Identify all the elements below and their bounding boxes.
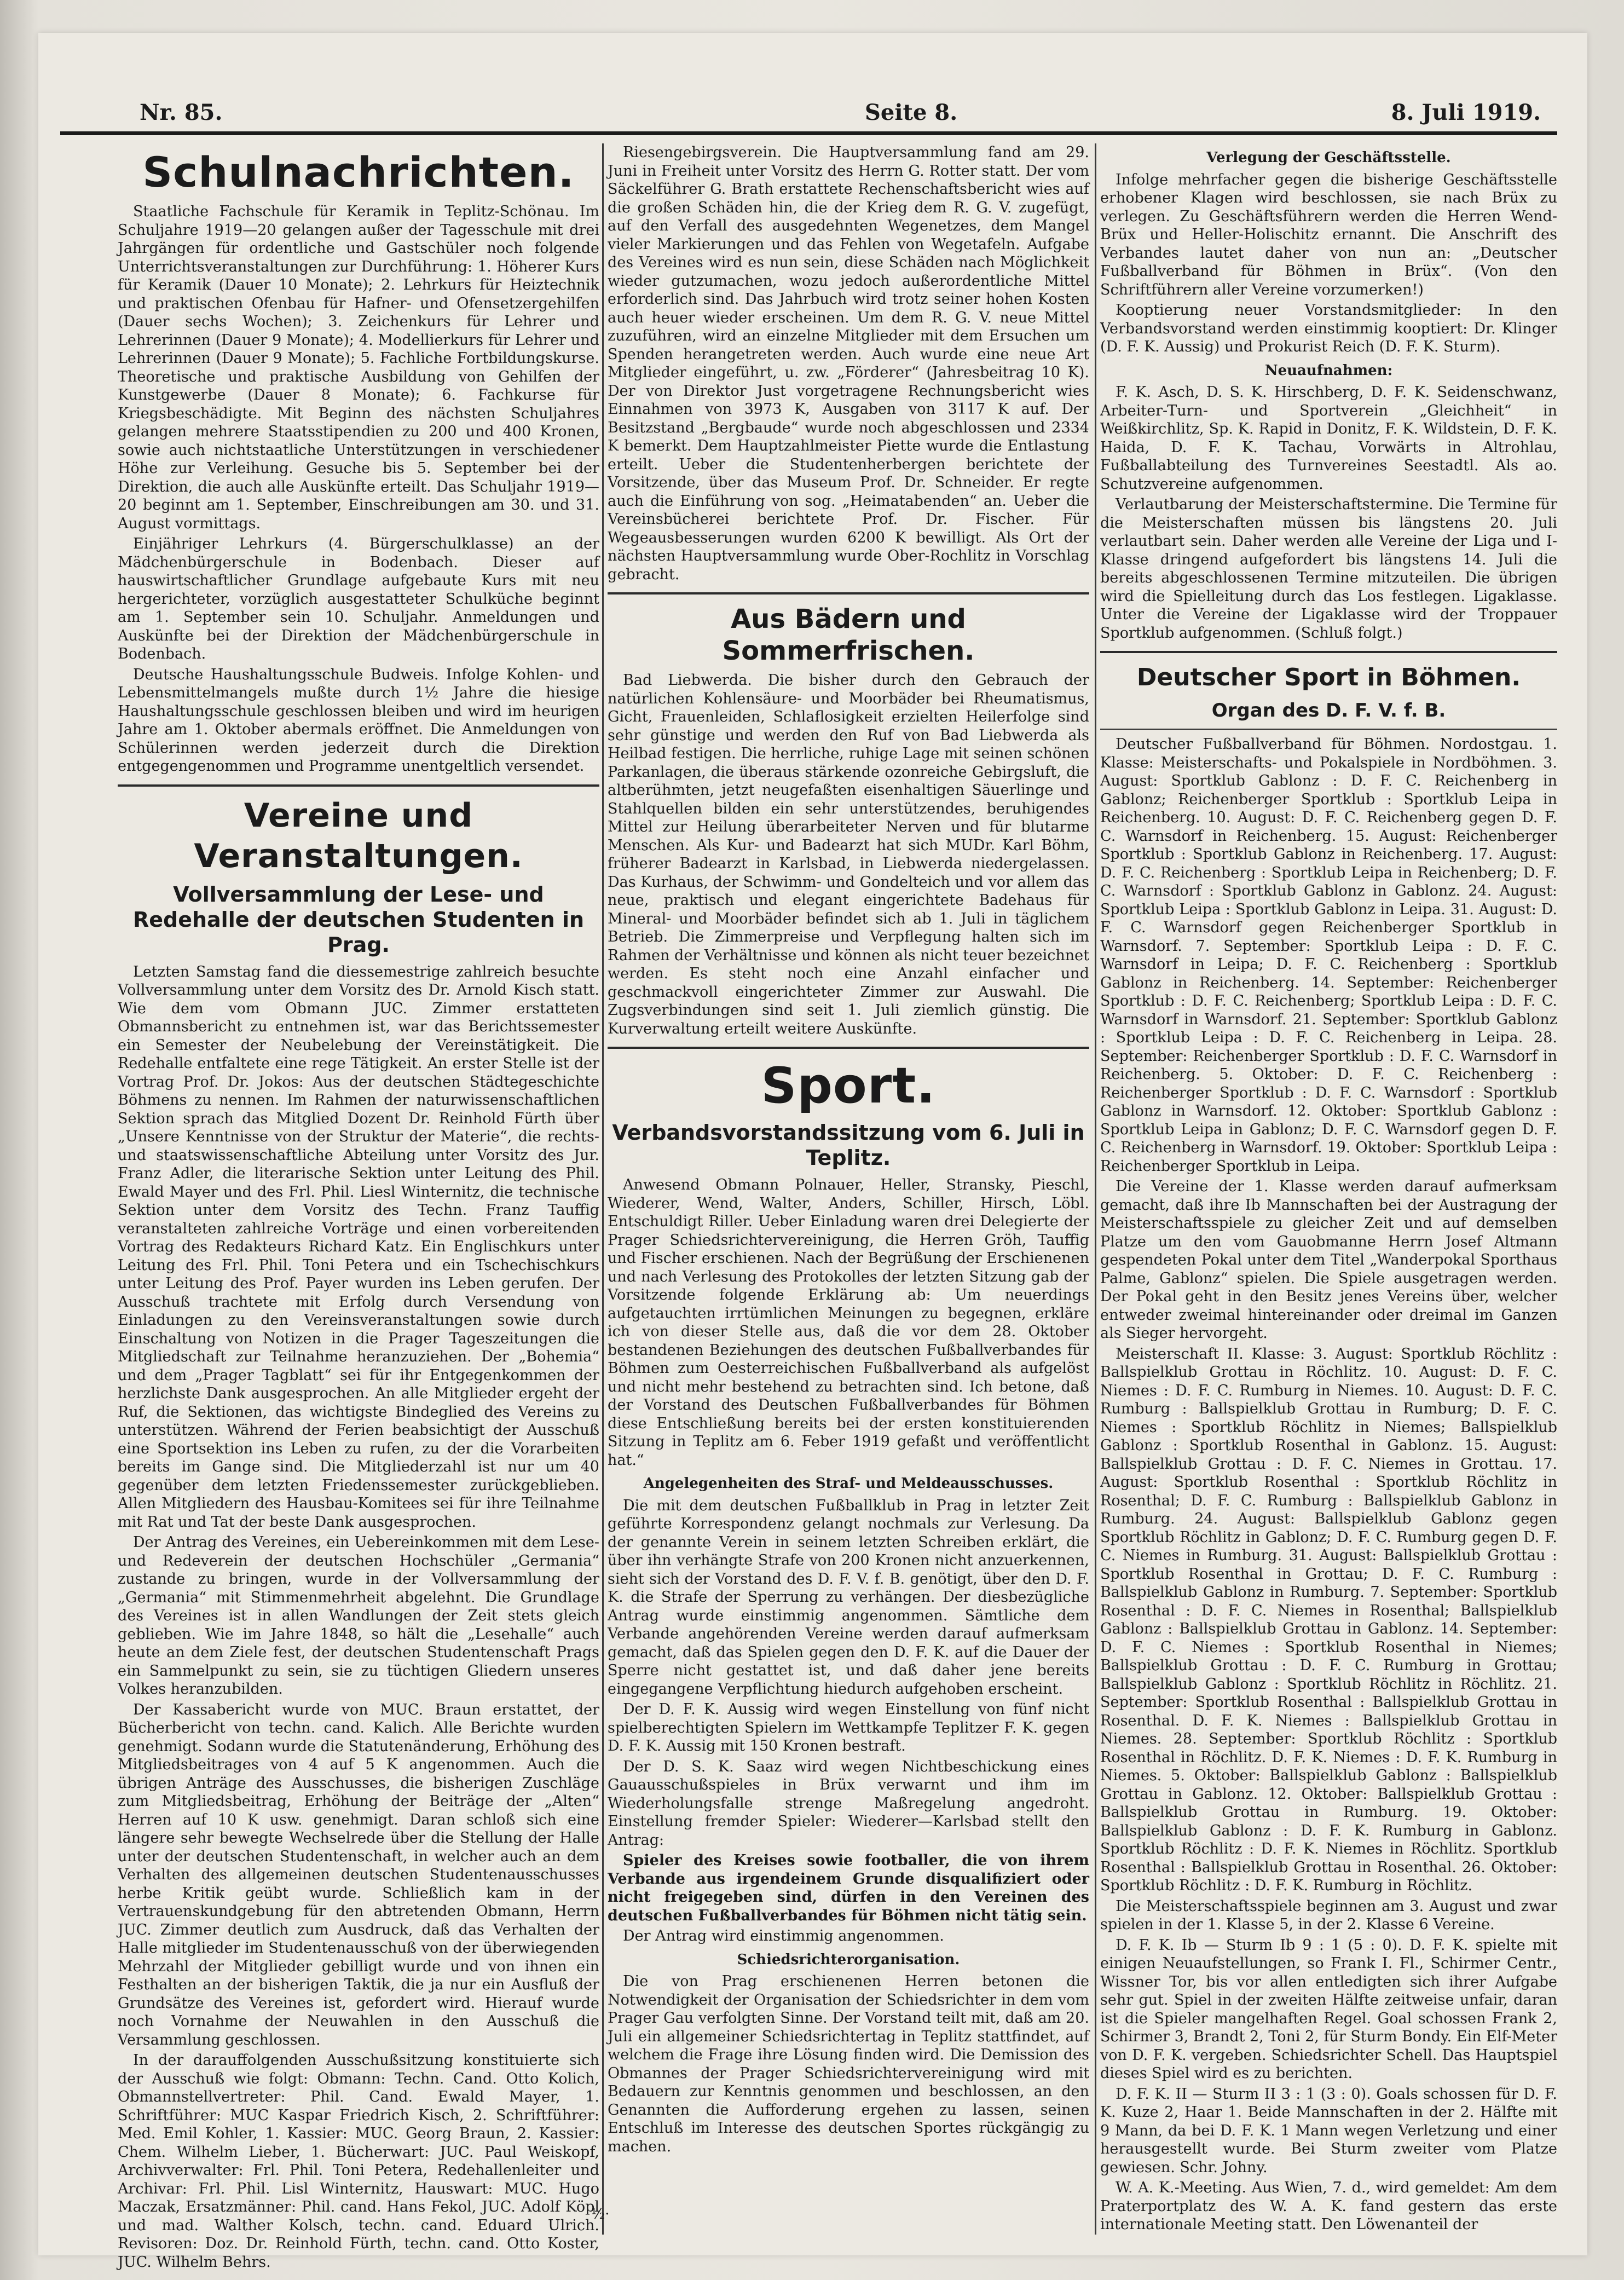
article-paragraph: Infolge mehrfacher gegen die bisherige Geschäftsstelle erhobener Klagen wird beschlossen, sie nach Brüx zu verlegen. Zu Geschäftsführern werden die Herren Wend-Brüx und Heller-Holischitz ernannt. Die Anschrift des Verbandes lautet daher von nun an: „Deutscher Fußballverband für Böhmen in Brüx“. (Von den Schriftführern aller Vereine vorzumerken!) <box>1100 171 1557 298</box>
article-paragraph: Bad Liebwerda. Die bisher durch den Gebrauch der natürlichen Kohlensäure- und Moorbäder bei Rheumatismus, Gicht, Frauenleiden, Schlaflosigkeit erzielten Heilerfolge sind sehr günstige und werden den Ruf von Bad Liebwerda als Heilbad festigen. Die herrliche, ruhige Lage mit seinen schönen Parkanlagen, die überaus stärkende ozonreiche Gebirgsluft, die altberühmten, jetzt neugefaßten eisenhaltigen Säuerlinge und Stahlquellen bilden ein sehr unterstützendes, beruhigendes Mittel zur Heilung überarbeiteter Nerven und für blutarme Menschen. Als Kur- und Badearzt hat sich MUDr. Karl Böhm, früherer Badearzt in Karlsbad, in Liebwerda niedergelassen. Das Kurhaus, der Schwimm- und Gondelteich und vor allem das neue, praktisch und elegant eingerichtete Badehaus für Mineral- und Moorbäder befindet sich ab 1. Juli in täglichem Betrieb. Die Zimmerpreise und Verpflegung halten sich im Rahmen der Verhältnisse und können als nicht teuer bezeichnet werden. Es steht noch eine Anzahl einfacher und geschmackvoll eingerichteter Zimmer zur Auswahl. Die Zugsverbindungen sind seit 1. Juli ziemlich günstig. Die Kurverwaltung erteilt weitere Auskünfte. <box>608 672 1089 1037</box>
subsection-heading: Schiedsrichterorganisation. <box>737 1951 960 1968</box>
article-paragraph: Der Kassabericht wurde von MUC. Braun erstattet, der Bücherbericht von techn. cand. Kalich. Alle Berichte wurden genehmigt. Sodann wurde die Statutenänderung, Erhöhung des Mitgliedsbeitrages von 4 auf 5 K angenommen. Auch die übrigen Anträge des Ausschusses, die bisherigen Zuschläge zum Mitgliedsbeitrag, Erhöhung der Beiträge der „Alten“ Herren auf 10 K usw. genehmigt. Daran schloß sich eine längere sehr bewegte Wechselrede über die Stellung der Halle unter der deutschen Studentenschaft, in welcher auch an dem Verhalten des allgemeinen deutschen Studentenausschusses herbe Kritik geübt wurde. Schließlich kam in der Vertrauenskundgebung für den abtretenden Obmann, Herrn JUC. Zimmer deutlich zum Ausdruck, daß das Verhalten der Halle mitglieder im Studentenausschuß von der überwiegenden Mehrzahl der Mitglieder gebilligt wurde und von ihnen ein Festhalten an der bisherigen Taktik, die ja nur ein Ausfluß der Grundsätze des Vereines ist, gefordert wird. Hierauf wurde noch Vornahme der Neuwahlen in den Ausschuß die Versammlung geschlossen. <box>118 1701 599 2048</box>
article-paragraph: Die Vereine der 1. Klasse werden darauf aufmerksam gemacht, daß ihre Ib Mannschaften bei der Austragung der Meisterschaftsspiele zu gleicher Zeit und auf demselben Platze um den vom Gauobmanne Herrn Josef Altmann gespendeten Pokal unter dem Titel „Wanderpokal Sporthaus Palme, Gablonz“ spielen. Die Spiele ausgetragen werden. Der Pokal geht in den Besitz jenes Vereins über, welcher entweder zweimal hintereinander oder dreimal im Ganzen als Sieger hervorgeht. <box>1100 1178 1557 1342</box>
article-paragraph: Der Antrag wird einstimmig angenommen. <box>623 1927 944 1944</box>
page-number: Seite 8. <box>865 100 958 125</box>
article-paragraph: Einjähriger Lehrkurs (4. Bürgerschulklasse) an der Mädchenbürgerschule in Bodenbach. Dieser auf hauswirtschaftlicher Grundlage aufgebaute Kurs mit neu hergerichteter, vorzüglich ausgestatteter Schulküche beginnt am 1. September sein 10. Schuljahr. Anmeldungen und Auskünfte bei der Direktion der Mädchenbürgerschule in Bodenbach. <box>118 535 599 662</box>
article-heading: Verbandsvorstandssitzung vom 6. Juli in Teplitz. <box>612 1121 1085 1170</box>
article-paragraph: Deutsche Haushaltungsschule Budweis. Infolge Kohlen- und Lebensmittelmangels mußte durch 1½ Jahre die hiesige Haushaltungsschule geschlossen bleiben und wird im heurigen Jahre am 1. Oktober abermals eröffnet. Die Anmeldungen von Schülerinnen werden jederzeit durch die Direktion entgegengenommen und Programme unentgeltlich versendet. <box>118 666 599 775</box>
section-heading: Vereine und Veranstaltungen. <box>194 796 523 875</box>
article-paragraph: Meisterschaft II. Klasse: 3. August: Sportklub Röchlitz : Ballspielklub Grottau in Röchlitz. 10. August: D. F. C. Niemes : D. F. C. Rumburg in Niemes. 10. August: D. F. C. Rumburg : Ballspielklub Grottau in Rumburg; D. F. C. Niemes : Sportklub Röchlitz in Niemes; Ballspielklub Gablonz : Sportklub Rosenthal in Gablonz. 15. August: Ballspielklub Grottau : D. F. C. Niemes in Grottau. 17. August: Sportklub Rosenthal : Sportklub Röchlitz in Rosenthal; D. F. C. Rumburg : Ballspielklub Gablonz in Rumburg. 24. August: Ballspielklub Gablonz gegen Sportklub Röchlitz in Gablonz; D. F. C. Rumburg gegen D. F. C. Niemes in Rumburg. 31. August: Ballspielklub Grottau : Sportklub Rosenthal in Grottau; D. F. C. Rumburg : Ballspielklub Gablonz in Rumburg. 7. September: Sportklub Rosenthal : D. F. C. Niemes in Rosenthal; Ballspielklub Gablonz : Ballspielklub Grottau in Gablonz. 14. September: D. F. C. Niemes : Sportklub Rosenthal in Niemes; Ballspielklub Grottau : D. F. C. Rumburg in Grottau; Ballspielklub Gablonz : Sportklub Röchlitz in Röchlitz. 21. September: Sportklub Rosenthal : Ballspielklub Grottau in Rosenthal. D. F. K. Niemes : Ballspielklub Grottau in Niemes. 28. September: Sportklub Röchlitz : Sportklub Rosenthal in Röchlitz. D. F. K. Niemes : D. F. K. Rumburg in Niemes. 5. Oktober: Ballspielklub Gablonz : Ballspielklub Grottau in Gablonz. 12. Oktober: Ballspielklub Grottau : Ballspielklub Grottau in Rumburg. 19. Oktober: Ballspielklub Gablonz : D. F. K. Rumburg in Gablonz. Sportklub Röchlitz : D. F. K. Niemes in Röchlitz. Sportklub Rosenthal : Ballspielklub Grottau in Rosenthal. 26. Oktober: Sportklub Röchlitz : D. F. K. Rumburg in Röchlitz. <box>1100 1345 1557 1894</box>
article-paragraph: Anwesend Obmann Polnauer, Heller, Stransky, Pieschl, Wiederer, Wend, Walter, Anders, Schiller, Hirsch, Löbl. Entschuldigt Riller. Ueber Einladung waren drei Delegierte der Prager Schiedsrichtervereinigung, die Herren Gröh, Tauffig und Fischer erschienen. Nach der Begrüßung der Erschienenen und nach Verlesung des Protokolles der letzten Sitzung gab der Vorsitzende folgende Erklärung ab: Um neuerdings aufgetauchten irrtümlichen Meinungen zu begegnen, erkläre ich von dieser Stelle aus, daß die vor dem 28. Oktober bestandenen Beziehungen des deutschen Fußballverbandes für Böhmen zum Oesterreichischen Fußballverband als aufgelöst und nicht mehr bestehend zu betrachten sind. Ich betone, daß der Vorstand des Deutschen Fußballverbandes für Böhmen diese Entschließung bereits bei der ersten konstituierenden Sitzung in Teplitz am 6. Feber 1919 gefaßt und veröffentlicht hat.“ <box>608 1176 1089 1469</box>
article-paragraph: Verlautbarung der Meisterschaftstermine. Die Termine für die Meisterschaften müssen bis längstens 20. Juli verlautbart sein. Daher werden alle Vereine der Liga und I-Klasse dringend aufgefordert bis längstens 14. Juli die bereits abgeschlossenen Termine mitzuteilen. Die übrigen wird die Spielleitung durch das Los festlegen. Ligaklasse. Unter die Vereine der Ligaklasse wird der Troppauer Sportklub aufgenommen. (Schluß folgt.) <box>1100 496 1557 642</box>
section-heading: Schulnachrichten. <box>142 148 575 197</box>
section-rule <box>1100 729 1557 730</box>
article-paragraph: Spieler des Kreises sowie footballer, die von ihrem Verbande aus irgendeinem Grunde disqualifiziert oder nicht freigegeben sind, dürfen in den Vereinen des deutschen Fußballverbandes für Böhmen nicht tätig sein. <box>608 1852 1089 1924</box>
subsection-heading: Angelegenheiten des Straf- und Meldeausschusses. <box>643 1475 1054 1492</box>
article-heading: Vollversammlung der Lese- und Redehalle der deutschen Studenten in Prag. <box>132 882 585 957</box>
section-heading: Deutscher Sport in Böhmen. <box>1136 663 1521 691</box>
article-paragraph: W. A. K.-Meeting. Aus Wien, 7. d., wird gemeldet: Am dem Praterportplatz des W. A. K. fand gestern das erste internationale Meeting statt. Den Löwenanteil der <box>1100 2179 1557 2233</box>
article-paragraph: Deutscher Fußballverband für Böhmen. Nordostgau. 1. Klasse: Meisterschafts- und Pokalspiele in Nordböhmen. 3. August: Sportklub Gablonz : D. F. C. Reichenberg in Gablonz; Reichenberger Sportklub : Sportklub Leipa in Reichenberg. 10. August: D. F. C. Reichenberg gegen D. F. C. Warnsdorf in Reichenberg. 15. August: Reichenberger Sportklub : Sportklub Gablonz in Reichenberg. 17. August: D. F. C. Reichenberg : Sportklub Leipa in Reichenberg; D. F. C. Warnsdorf : Sportklub Gablonz in Gablonz. 24. August: Sportklub Leipa : Sportklub Gablonz in Leipa. 31. August: D. F. C. Warnsdorf gegen Reichenberger Sportklub in Warnsdorf. 7. September: Sportklub Leipa : D. F. C. Warnsdorf in Leipa; D. F. C. Reichenberg : Sportklub Gablonz in Reichenberg. 14. September: Reichenberger Sportklub : D. F. C. Reichenberg; Sportklub Leipa : D. F. C. Warnsdorf in Warnsdorf. 21. September: Sportklub Gablonz : Sportklub Leipa : D. F. C. Reichenberg in Leipa. 28. September: Reichenberger Sportklub : D. F. C. Warnsdorf in Reichenberg. 5. Oktober: D. F. C. Reichenberg : Reichenberger Sportklub : D. F. C. Warnsdorf : Sportklub Gablonz in Warnsdorf. 12. Oktober: Sportklub Gablonz : Sportklub Leipa in Gablonz; D. F. C. Warnsdorf gegen D. F. C. Reichenberg in Warnsdorf. 19. Oktober: Sportklub Leipa : Reichenberger Sportklub in Leipa. <box>1100 736 1557 1175</box>
footer-mark: ½· <box>591 2206 610 2223</box>
article-paragraph: Der Antrag des Vereines, ein Uebereinkommen mit dem Lese- und Redeverein der deutschen Hochschüler „Germania“ zustande zu bringen, wurde in der Vollversammlung der „Germania“ mit Stimmenmehrheit abgelehnt. Die Grundlage des Vereines ist in allen Wandlungen der Zeit stets gleich geblieben. Wie im Jahre 1848, so hält die „Lesehalle“ auch heute an dem Ziele fest, der deutschen Studentenschaft Prags ein Sammelpunkt zu sein, sie zu tüchtigen Gliedern unseres Volkes heranzubilden. <box>118 1534 599 1698</box>
subsection-heading: Verlegung der Geschäftsstelle. <box>1206 149 1451 166</box>
issue-number: Nr. 85. <box>140 100 223 125</box>
article-paragraph: D. F. K. II — Sturm II 3 : 1 (3 : 0). Goals schossen für D. F. K. Kuze 2, Haar 1. Beide Mannschaften in der 2. Hälfte mit 9 Mann, da bei D. F. K. 1 Mann wegen Verletzung und einer herausgestellt wurde. Bei Sturm zweiter vom Platze gewiesen. Schr. Johny. <box>1100 2085 1557 2176</box>
article-paragraph: Letzten Samstag fand die diessemestrige zahlreich besuchte Vollversammlung unter dem Vorsitz des Dr. Arnold Kisch statt. Wie dem vom Obmann JUC. Zimmer erstatteten Obmannsbericht zu entnehmen ist, war das Berichtssemester ein Semester der Neubelebung der Vereinstätigkeit. Die Redehalle entfaltete eine rege Tätigkeit. An erster Stelle ist der Vortrag Prof. Dr. Jokos: Aus der deutschen Städtegeschichte Böhmens zu nennen. Im Rahmen der naturwissenschaftlichen Sektion sprach das Mitglied Dozent Dr. Reinhold Fürth über „Unsere Kenntnisse von der Struktur der Materie“, die rechts- und staatswissenschaftliche Abteilung unter Vorsitz des Jur. Franz Adler, die literarische Sektion unter Leitung des Phil. Ewald Mayer und des Frl. Phil. Liesl Winternitz, die technische Sektion unter dem Vorsitz des Techn. Franz Tauffig veranstalteten zahlreiche Vorträge und einen vorbereitenden Vortrag des Redakteurs Richard Katz. Ein Englischkurs unter Leitung des Frl. Phil. Toni Petera und ein Tschechischkurs unter Leitung des Prof. Payer wurden ins Leben gerufen. Der Ausschuß trachtete mit Erfolg durch Versendung von Einladungen zu den Vereinsveranstaltungen sowie durch Einschaltung von Notizen in die Prager Tageszeitungen die Mitgliedschaft zur Teilnahme heranzuziehen. Der „Bohemia“ und dem „Prager Tagblatt“ sei für ihr Entgegenkommen der herzlichste Dank ausgesprochen. An alle Mitglieder ergeht der Ruf, die Sektionen, das wichtigste Bindeglied des Vereins zu unterstützen. Während der Ferien beabsichtigt der Ausschuß eine Sportsektion ins Leben zu rufen, zu der die Vorarbeiten bereits im Gange sind. Die Mitgliederzahl ist nur um 40 gegenüber dem letzten Friedenssemester zurückgeblieben. Allen Mitgliedern des Hausbau-Komitees sei für ihre Teilnahme mit Rat und Tat der beste Dank ausgesprochen. <box>118 963 599 1531</box>
issue-date: 8. Juli 1919. <box>1391 100 1541 125</box>
article-paragraph: Der D. S. K. Saaz wird wegen Nichtbeschickung eines Gauausschußspieles in Brüx verwarnt und ihm im Wiederholungsfalle strenge Maßregelung angedroht. Einstellung fremder Spieler: Wiederer—Karlsbad stellt den Antrag: <box>608 1758 1089 1849</box>
column-rule <box>602 143 604 2235</box>
article-paragraph: Kooptierung neuer Vorstandsmitglieder: In den Verbandsvorstand werden einstimmig kooptiert: Dr. Klinger (D. F. K. Aussig) und Prokurist Reich (D. F. K. Sturm). <box>1100 302 1557 355</box>
column-left <box>118 143 599 2271</box>
section-rule <box>1100 651 1557 653</box>
article-paragraph: F. K. Asch, D. S. K. Hirschberg, D. F. K. Seidenschwanz, Arbeiter-Turn- und Sportverein „Gleichheit“ in Weißkirchlitz, Sp. K. Rapid in Donitz, F. K. Wildstein, D. F. K. Haida, D. F. K. Tachau, Vorwärts in Altrohlau, Fußballabteilung des Turnvereines Seestadtl. Als ao. Schutzvereine aufgenommen. <box>1100 384 1557 493</box>
section-rule <box>608 592 1089 594</box>
section-subheading: Organ des D. F. V. f. B. <box>1211 700 1446 721</box>
section-heading: Aus Bädern und Sommerfrischen. <box>722 604 975 666</box>
section-heading: Sport. <box>761 1057 936 1115</box>
column-right <box>1100 143 1557 2235</box>
article-paragraph: Riesengebirgsverein. Die Hauptversammlung fand am 29. Juni in Freiheit unter Vorsitz des Herrn G. Rotter statt. Der vom Säckelführer G. Brath erstattete Rechenschaftsbericht wies auf die großen Schäden hin, die der Krieg dem R. G. V. zugefügt, auf den Verfall des ausgedehnten Wegenetzes, dem Mangel vieler Markierungen und das Fehlen von Wegetafeln. Aufgabe des Vereines wird es nun sein, diese Schäden nach Möglichkeit wieder gutzumachen, wozu jedoch außerordentliche Mittel erforderlich sind. Das Jahrbuch wird trotz seiner hohen Kosten auch heuer wieder erscheinen. Um dem R. G. V. neue Mittel zuzuführen, wird an einzelne Mitglieder mit dem Ersuchen um Spenden herangetreten werden. Auch wurde eine neue Art Mitglieder eingeführt, u. zw. „Förderer“ (Jahresbeitrag 10 K). Der von Direktor Just vorgetragene Rechnungsbericht wies Einnahmen von 3973 K, Ausgaben von 3117 K auf. Der Besitzstand „Bergbaude“ wurde noch abgeschlossen und 2334 K bemerkt. Dem Hauptzahlmeister Piette wurde die Entlastung erteilt. Ueber die Studentenherbergen berichtete der Vorsitzende, über das Museum Prof. Dr. Schneider. Er regte auch die Einführung von sog. „Heimatabenden“ an. Ueber die Vereinsbücherei berichtete Prof. Dr. Fischer. Für Wegeausbesserungen wurden 6200 K bewilligt. Als Ort der nächsten Hauptversammlung wurde Ober-Rochlitz in Vorschlag gebracht. <box>608 144 1089 583</box>
page-header <box>60 93 1557 135</box>
article-paragraph: In der darauffolgenden Ausschußsitzung konstituierte sich der Ausschuß wie folgt: Obmann: Techn. Cand. Otto Kolich, Obmannstellvertreter: Phil. Cand. Ewald Mayer, 1. Schriftführer: MUC Kaspar Friedrich Kisch, 2. Schriftführer: Med. Emil Kohler, 1. Kassier: MUC. Georg Braun, 2. Kassier: Chem. Wilhelm Lieber, 1. Bücherwart: JUC. Paul Weiskopf, Archivverwalter: Frl. Phil. Toni Petera, Redehallenleiter und Archivar: Frl. Phil. Lisl Winternitz, Hauswart: MUC. Hugo Maczak, Ersatzmänner: Phil. cand. Hans Fekol, JUC. Adolf Köpl und mad. Walther Kolsch, techn. cand. Eduard Ulrich. Revisoren: Doz. Dr. Reinhold Fürth, techn. cand. Otto Koster, JUC. Wilhelm Behrs. <box>118 2052 599 2271</box>
subsection-heading: Neuaufnahmen: <box>1264 362 1393 379</box>
column-middle <box>608 143 1089 2235</box>
article-paragraph: Der D. F. K. Aussig wird wegen Einstellung von fünf nicht spielberechtigten Spielern im Wettkampfe Teplitzer F. K. gegen D. F. K. Aussig mit 150 Kronen bestraft. <box>608 1701 1089 1754</box>
column-rule <box>1095 143 1096 2235</box>
article-paragraph: D. F. K. Ib — Sturm Ib 9 : 1 (5 : 0). D. F. K. spielte mit einigen Neuaufstellungen, so Frank I. Fl., Schirmer Centr., Wissner Tor, bis vor allen entledigten sich ihrer Aufgabe sehr gut. Spiel in der zweiten Hälfte zeitweise unfair, daran ist die Spieler mangelhaften Regel. Goal schossen Frank 2, Schirmer 3, Brandt 2, Toni 2, für Sturm Bondy. Ein Elf-Meter von D. F. K. vergeben. Schiedsrichter Schell. Das Hauptspiel dieses Spiel wird es zu berichten. <box>1100 1936 1557 2082</box>
article-paragraph: Die mit dem deutschen Fußballklub in Prag in letzter Zeit geführte Korrespondenz gelangt nochmals zur Verlesung. Da der genannte Verein in seinem letzten Schreiben erklärt, die über ihn verhängte Strafe von 200 Kronen nicht anzuerkennen, sieht sich der Vorstand des D. F. V. f. B. genötigt, über den D. F. K. die Strafe der Sperrung zu verhängen. Der diesbezügliche Antrag wurde einstimmig angenommen. Sämtliche dem Verbande angehörenden Vereine werden darauf aufmerksam gemacht, daß das Spielen gegen den D. F. K. auf die Dauer der Sperre nicht gestattet ist, und daß daher jene bereits eingegangene Verpflichtung hiedurch aufgehoben erscheint. <box>608 1497 1089 1698</box>
section-rule <box>608 1047 1089 1049</box>
article-paragraph: Staatliche Fachschule für Keramik in Teplitz-Schönau. Im Schuljahre 1919—20 gelangen außer der Tagesschule mit drei Jahrgängen für ordentliche und Gastschüler noch folgende Unterrichtsveranstaltungen zur Durchführung: 1. Höherer Kurs für Keramik (Dauer 10 Monate); 2. Lehrkurs für Heiztechnik und praktischen Ofenbau für Hafner- und Ofensetzergehilfen (Dauer sechs Wochen); 3. Zeichenkurs für Lehrer und Lehrerinnen (Dauer 9 Monate); 4. Modellierkurs für Lehrer und Lehrerinnen (Dauer 9 Monate); 5. Fachliche Fortbildungskurse. Theoretische und praktische Ausbildung von Gehilfen der Kunstgewerbe (Dauer 8 Monate); 6. Fachkurse für Kriegsbeschädigte. Mit Beginn des nächsten Schuljahres gelangen mehrere Staatsstipendien zu 200 und 400 Kronen, sowie auch nichtstaatliche Unterstützungen in verschiedener Höhe zur Verleihung. Gesuche bis 5. September bei der Direktion, die auch alle Auskünfte erteilt. Das Schuljahr 1919—20 beginnt am 1. September, Einschreibungen am 30. und 31. August vormittags. <box>118 203 599 532</box>
article-paragraph: Die Meisterschaftsspiele beginnen am 3. August und zwar spielen in der 1. Klasse 5, in der 2. Klasse 6 Vereine. <box>1100 1897 1557 1933</box>
article-paragraph: Die von Prag erschienenen Herren betonen die Notwendigkeit der Organisation der Schiedsrichter in dem vom Prager Gau verfolgten Sinne. Der Vorstand teilt mit, daß am 20. Juli ein allgemeiner Schiedsrichtertag in Teplitz stattfindet, auf welchem die Frage ihre Lösung finden wird. Die Demission des Obmannes der Prager Schiedsrichtervereinigung wird mit Bedauern zur Kenntnis genommen und beschlossen, an den Genannten die Aufforderung ergehen zu lassen, seinen Entschluß im Interesse des deutschen Sportes rückgängig zu machen. <box>608 1973 1089 2155</box>
section-rule <box>118 784 599 787</box>
